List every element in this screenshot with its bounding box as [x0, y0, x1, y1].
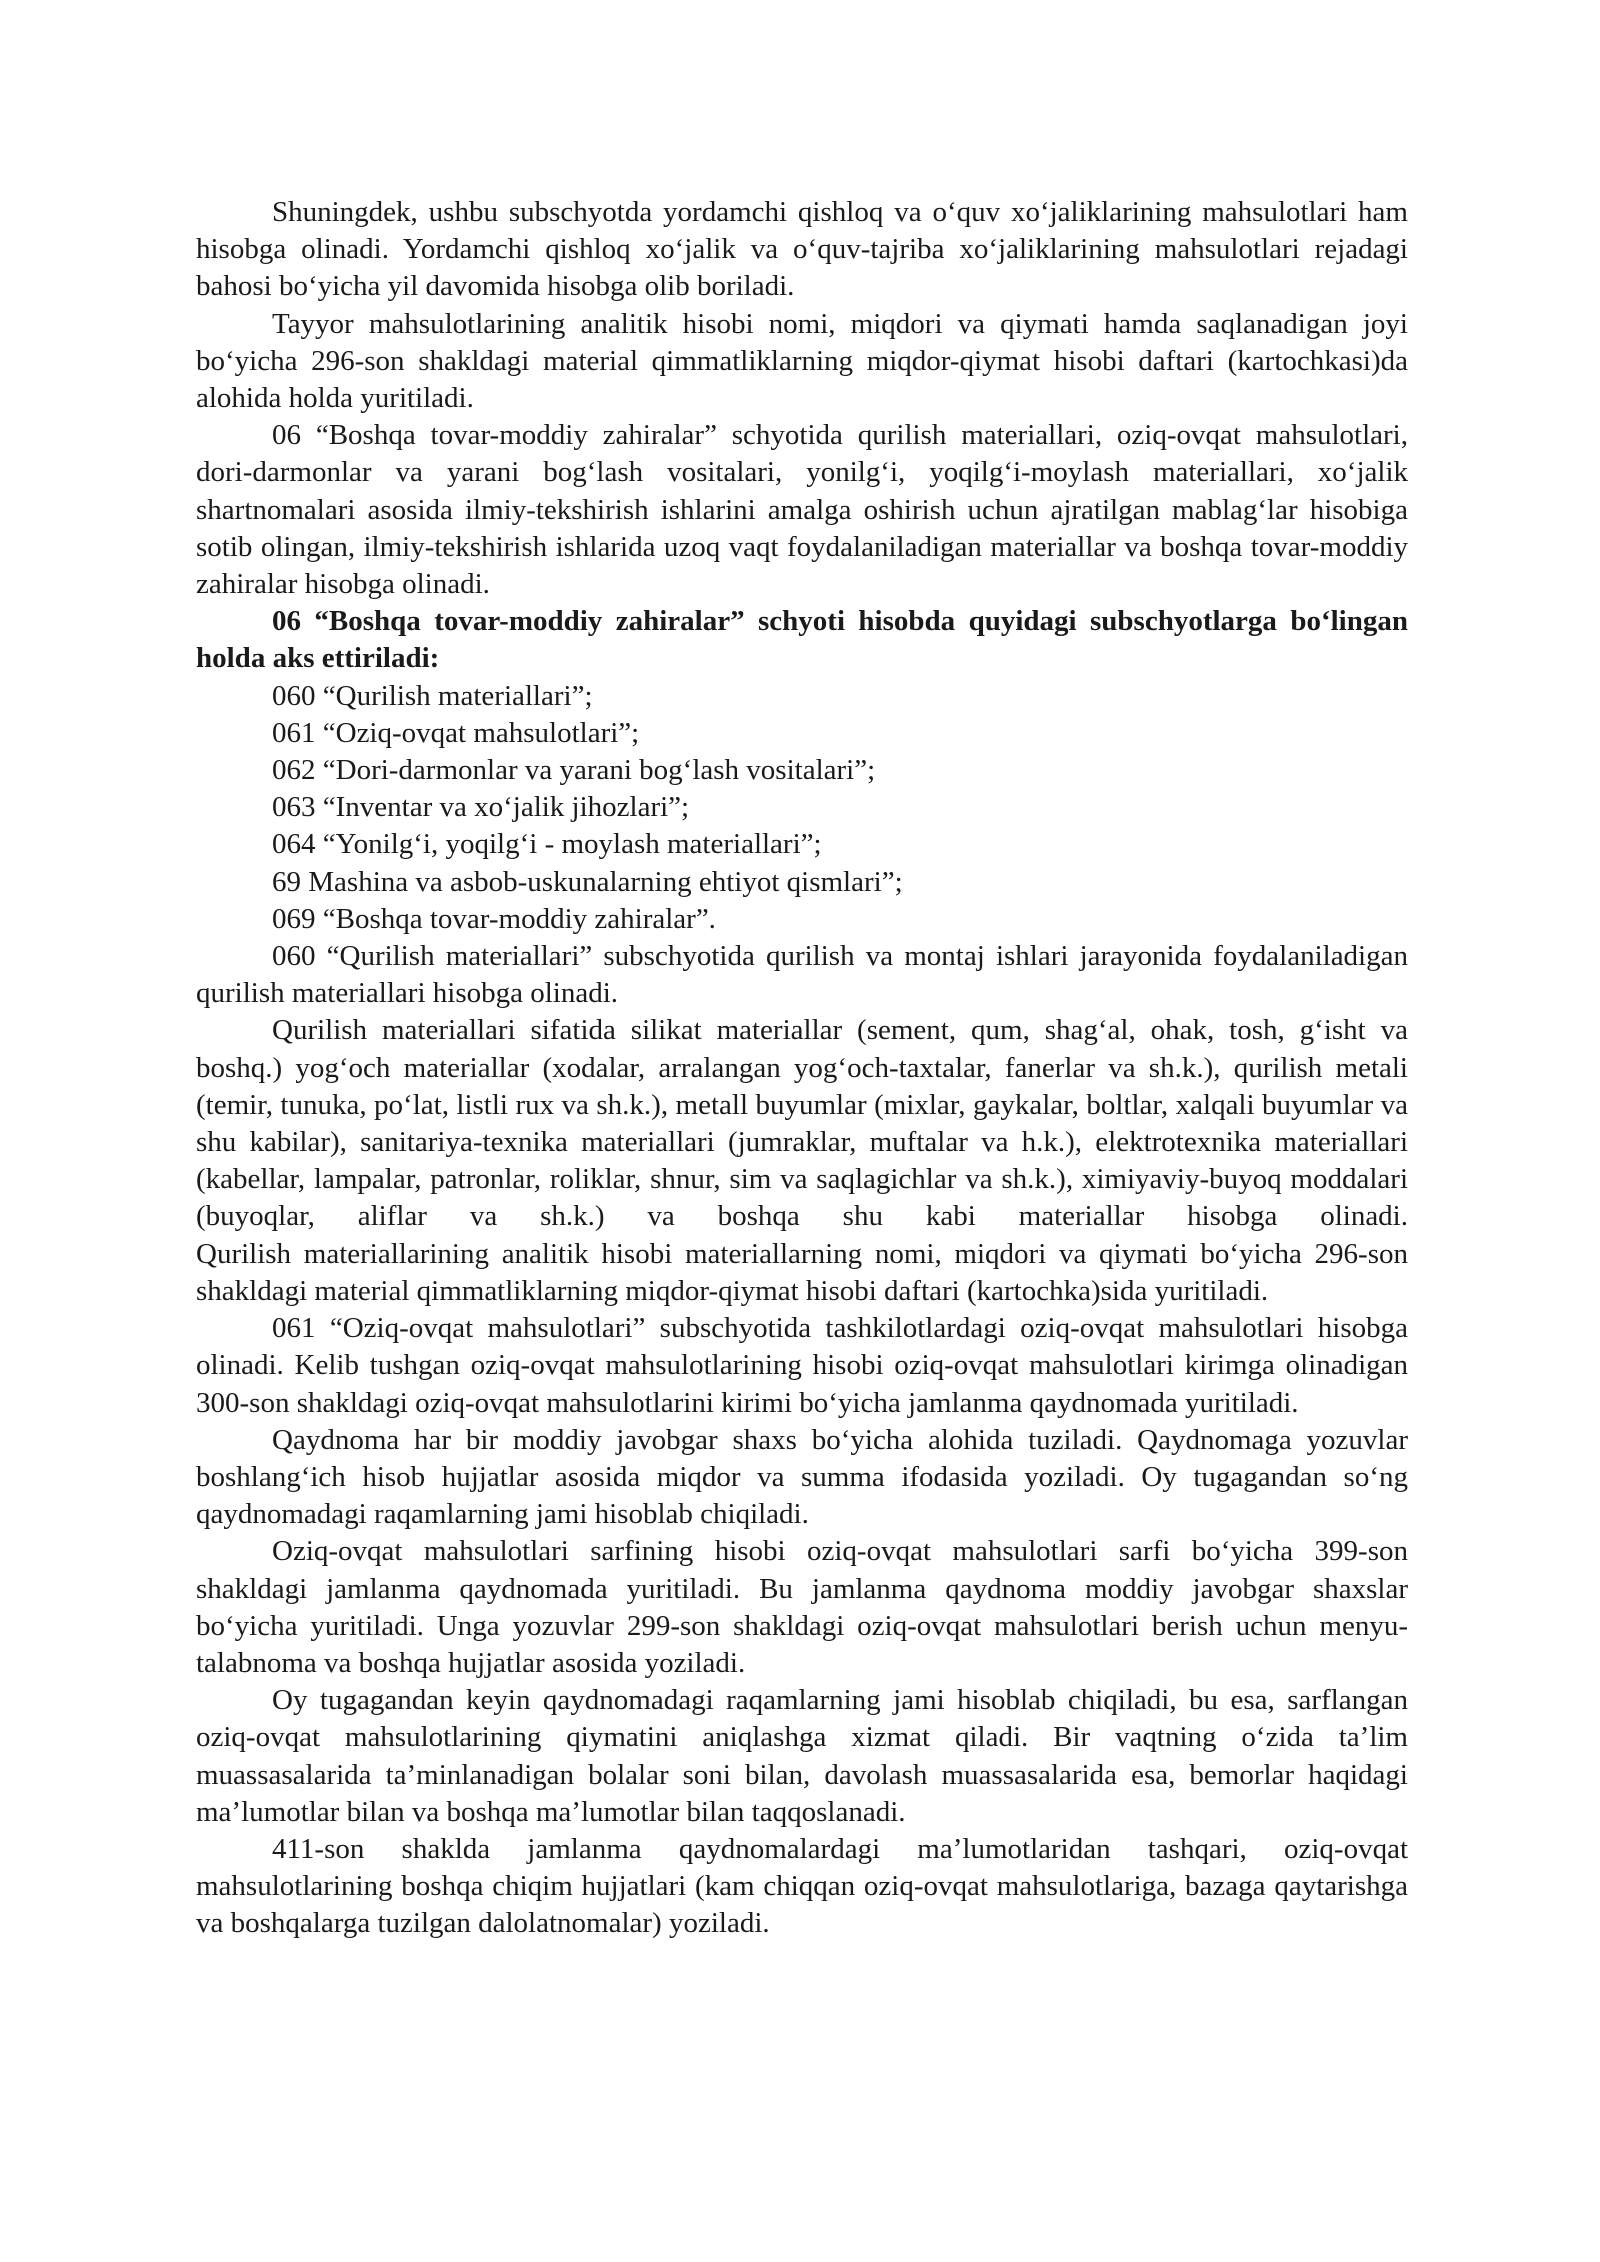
paragraph: Qaydnoma har bir moddiy javobgar shaxs bo‘yicha alohida tuziladi. Qaydnomaga yozuvlar boshlang‘ich hisob hujjatlar asosida miqdor va summa ifodasida yoziladi. Oy tugagandan so‘ng qaydnomadagi raqamlarning jami hisoblab chiqiladi.: [196, 1423, 1408, 1531]
paragraph: Qurilish materiallari sifatida silikat materiallar (sement, qum, shag‘al, ohak, tosh, g‘isht va boshq.) yog‘och materiallar (xodalar, arralangan yog‘och-taxtalar, fanerlar va sh.k.), qurilish metali (temir, tunuka, po‘lat, listli rux va sh.k.), metall buyumlar (mixlar, gaykalar, boltlar, xalqali buyumlar va shu kabilar), sanitariya-texnika materiallari (jumraklar, muftalar va h.k.), elektrotexnika materiallari (kabellar, lampalar, patronlar, roliklar, shnur, sim va saqlagichlar va sh.k.), ximiyaviy-buyoq moddalari (buyoqlar, aliflar va sh.k.) va boshqa shu kabi materiallar hisobga olinadi.: [196, 1014, 1408, 1233]
subaccount-list-item: 069 “Boshqa tovar-moddiy zahiralar”.: [272, 902, 716, 935]
paragraph: 411-son shaklda jamlanma qaydnomalardagi ma’lumotlaridan tashqari, oziq-ovqat mahsulotlarining boshqa chiqim hujjatlari (kam chiqqan oziq-ovqat mahsulotlariga, bazaga qaytarishga va boshqalarga tuzilgan dalolatnomalar) yoziladi.: [196, 1832, 1408, 1940]
subaccount-list-item: 060 “Qurilish materiallari”;: [272, 679, 593, 712]
section-heading: 06 “Boshqa tovar-moddiy zahiralar” schyoti hisobda quyidagi subschyotlarga bo‘lingan holda aks ettiriladi:: [196, 605, 1408, 675]
subaccount-list-item: 061 “Oziq-ovqat mahsulotlari”;: [272, 716, 640, 749]
paragraph: 060 “Qurilish materiallari” subschyotida qurilish va montaj ishlari jarayonida foydalaniladigan qurilish materiallari hisobga olinadi.: [196, 940, 1408, 1010]
paragraph: Tayyor mahsulotlarining analitik hisobi nomi, miqdori va qiymati hamda saqlanadigan joyi bo‘yicha 296-son shakldagi material qimmatliklarning miqdor-qiymat hisobi daftari (kartochkasi)da alohida holda yuritiladi.: [196, 307, 1408, 415]
subaccount-list-item: 69 Mashina va asbob-uskunalarning ehtiyot qismlari”;: [272, 865, 903, 898]
paragraph: Oziq-ovqat mahsulotlari sarfining hisobi oziq-ovqat mahsulotlari sarfi bo‘yicha 399-son shakldagi jamlanma qaydnomada yuritiladi. Bu jamlanma qaydnoma moddiy javobgar shaxslar bo‘yicha yuritiladi. Unga yozuvlar 299-son shakldagi oziq-ovqat mahsulotlari berish uchun menyu-talabnoma va boshqa hujjatlar asosida yoziladi.: [196, 1535, 1408, 1679]
subaccount-list-item: 063 “Inventar va xo‘jalik jihozlari”;: [272, 791, 690, 824]
document-page: [196, 194, 1408, 1943]
paragraph: Oy tugagandan keyin qaydnomadagi raqamlarning jami hisoblab chiqiladi, bu esa, sarflangan oziq-ovqat mahsulotlarining qiymatini aniqlashga xizmat qiladi. Bir vaqtning o‘zida ta’lim muassasalarida ta’minlanadigan bolalar soni bilan, davolash muassasalarida esa, bemorlar haqidagi ma’lumotlar bilan va boshqa ma’lumotlar bilan taqqoslanadi.: [196, 1684, 1408, 1828]
subaccount-list-item: 062 “Dori-darmonlar va yarani bog‘lash vositalari”;: [272, 754, 876, 787]
paragraph: 061 “Oziq-ovqat mahsulotlari” subschyotida tashkilotlardagi oziq-ovqat mahsulotlari hisobga olinadi. Kelib tushgan oziq-ovqat mahsulotlarining hisobi oziq-ovqat mahsulotlari kirimga olinadigan 300-son shakldagi oziq-ovqat mahsulotlarini kirimi bo‘yicha jamlanma qaydnomada yuritiladi.: [196, 1312, 1408, 1419]
paragraph: Shuningdek, ushbu subschyotda yordamchi qishloq va o‘quv xo‘jaliklarining mahsulotlari ham hisobga olinadi. Yordamchi qishloq xo‘jalik va o‘quv-tajriba xo‘jaliklarining mahsulotlari rejadagi bahosi bo‘yicha yil davomida hisobga olib boriladi.: [196, 196, 1408, 303]
subaccount-list-item: 064 “Yonilg‘i, yoqilg‘i - moylash materiallari”;: [272, 828, 822, 861]
paragraph: 06 “Boshqa tovar-moddiy zahiralar” schyotida qurilish materiallari, oziq-ovqat mahsulotlari, dori-darmonlar va yarani bog‘lash vositalari, yonilg‘i, yoqilg‘i-moylash materiallari, xo‘jalik shartnomalari asosida ilmiy-tekshirish ishlarini amalga oshirish uchun ajratilgan mablag‘lar hisobiga sotib olingan, ilmiy-tekshirish ishlarida uzoq vaqt foydalaniladigan materiallar va boshqa tovar-moddiy zahiralar hisobga olinadi.: [196, 419, 1408, 601]
paragraph: Qurilish materiallarining analitik hisobi materiallarning nomi, miqdori va qiymati bo‘yicha 296-son shakldagi material qimmatliklarning miqdor-qiymat hisobi daftari (kartochka)sida yuritiladi.: [196, 1237, 1408, 1307]
